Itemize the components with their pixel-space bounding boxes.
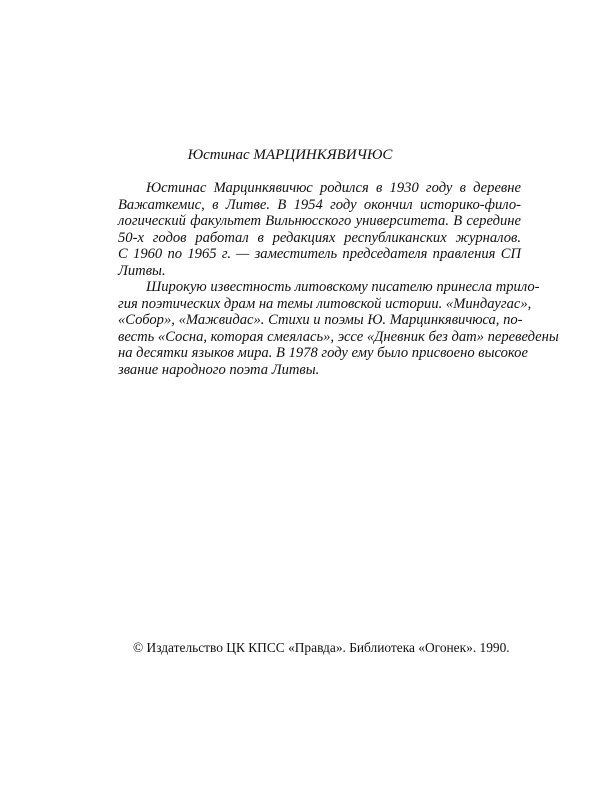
- copyright-notice: © Издательство ЦК КПСС «Правда». Библиотека «Огонек». 1990.: [133, 640, 510, 655]
- text-line: Широкую известность литовскому писателю принесла трило-: [146, 279, 540, 295]
- text-line: на десятки языков мира. В 1978 году ему было присвоено высокое: [118, 345, 528, 361]
- page-title: Юстинас МАРЦИНКЯВИЧЮС: [187, 147, 393, 163]
- text-line: звание народного поэта Литвы.: [118, 361, 320, 378]
- text-line: гия поэтических драм на темы литовской истории. «Миндаугас»,: [118, 295, 532, 312]
- text-line: Литвы.: [118, 262, 166, 279]
- paragraph-2: [118, 279, 559, 378]
- text-line: С 1960 по 1965 г. — заместитель председателя правления СП: [118, 246, 521, 262]
- text-line: 50-х годов работал в редакциях республиканских журналов.: [118, 229, 521, 246]
- text-line: весть «Сосна, которая смеялась», эссе «Дневник без дат» переведены: [118, 328, 559, 345]
- text-line: логический факультет Вильнюсского университета. В середине: [118, 213, 521, 229]
- text-line: Важаткемис, в Литве. В 1954 году окончил историко-фило-: [118, 196, 521, 213]
- text-line: «Собор», «Мажвидас». Стихи и поэмы Ю. Марцинкявичюса, по-: [118, 312, 523, 328]
- biography-text: [118, 180, 559, 378]
- text-line: Юстинас Марцинкявичюс родился в 1930 году в деревне: [146, 180, 521, 196]
- paragraph-1: [118, 180, 521, 279]
